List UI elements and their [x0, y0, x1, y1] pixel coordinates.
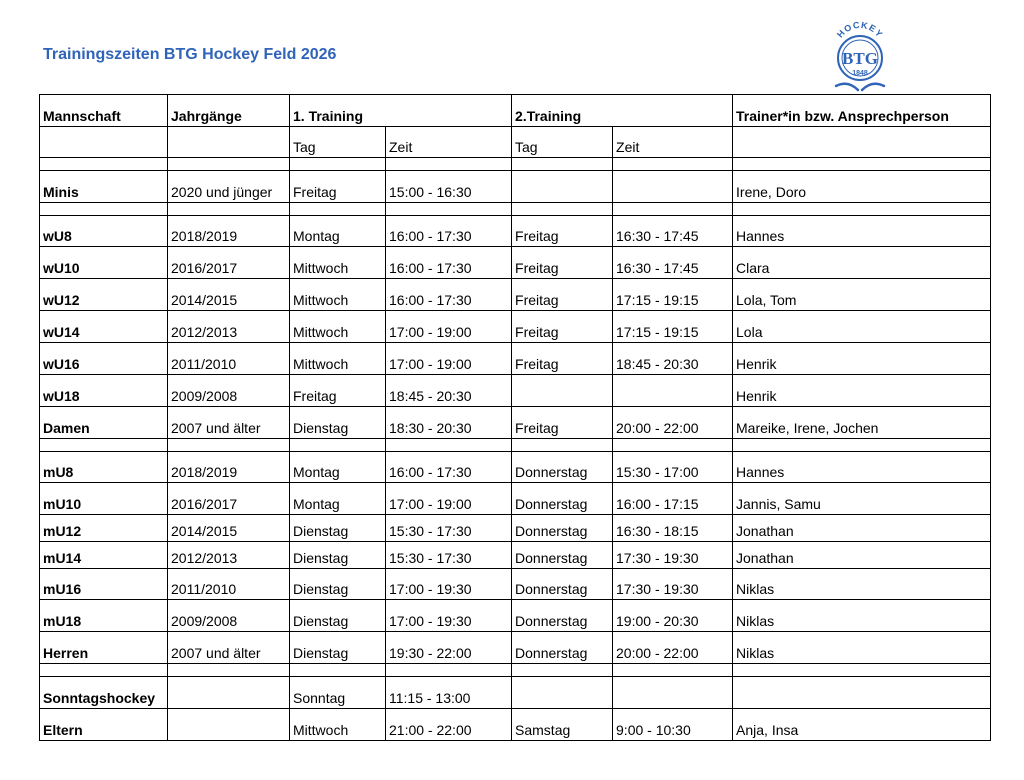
day2-cell: Samstag — [512, 709, 613, 741]
time1-cell: 15:00 - 16:30 — [386, 171, 512, 203]
time2-cell: 20:00 - 22:00 — [613, 407, 733, 439]
day1-cell: Mittwoch — [290, 279, 386, 311]
time2-cell: 19:00 - 20:30 — [613, 600, 733, 632]
time2-cell: 16:30 - 17:45 — [613, 216, 733, 247]
time1-cell: 18:30 - 20:30 — [386, 407, 512, 439]
day1-cell: Mittwoch — [290, 343, 386, 375]
day2-cell: Freitag — [512, 279, 613, 311]
time1-cell: 16:00 - 17:30 — [386, 247, 512, 279]
time2-cell: 16:30 - 18:15 — [613, 515, 733, 542]
spacer-row — [40, 439, 991, 452]
day1-cell: Mittwoch — [290, 709, 386, 741]
header-years: Jahrgänge — [168, 95, 290, 127]
trainer-cell: Mareike, Irene, Jochen — [733, 407, 991, 439]
day1-cell: Mittwoch — [290, 311, 386, 343]
trainer-cell: Henrik — [733, 343, 991, 375]
day1-cell: Freitag — [290, 375, 386, 407]
day1-cell: Dienstag — [290, 600, 386, 632]
trainer-cell: Irene, Doro — [733, 171, 991, 203]
years-cell: 2012/2013 — [168, 311, 290, 343]
day1-cell: Freitag — [290, 171, 386, 203]
table-row — [40, 709, 991, 741]
table-row — [40, 407, 991, 439]
time1-cell: 16:00 - 17:30 — [386, 279, 512, 311]
years-cell: 2018/2019 — [168, 216, 290, 247]
day2-cell: Freitag — [512, 311, 613, 343]
day2-cell: Donnerstag — [512, 542, 613, 569]
time2-cell: 15:30 - 17:00 — [613, 452, 733, 483]
time1-cell: 17:00 - 19:00 — [386, 343, 512, 375]
subheader-day-2: Tag — [512, 127, 613, 158]
trainer-cell: Niklas — [733, 632, 991, 664]
table-row — [40, 375, 991, 407]
years-cell: 2007 und älter — [168, 407, 290, 439]
team-cell: mU16 — [40, 569, 168, 600]
years-cell: 2007 und älter — [168, 632, 290, 664]
header-training-1: 1. Training — [290, 95, 512, 127]
years-cell: 2020 und jünger — [168, 171, 290, 203]
years-cell: 2009/2008 — [168, 600, 290, 632]
logo-top-text: HOCKEY — [835, 20, 886, 40]
spacer-row — [40, 664, 991, 677]
team-cell: wU12 — [40, 279, 168, 311]
day2-cell: Freitag — [512, 247, 613, 279]
trainer-cell: Jonathan — [733, 515, 991, 542]
time2-cell: 9:00 - 10:30 — [613, 709, 733, 741]
trainer-cell: Niklas — [733, 600, 991, 632]
time1-cell: 19:30 - 22:00 — [386, 632, 512, 664]
logo-year-text: 1848 — [852, 70, 868, 77]
team-cell: wU18 — [40, 375, 168, 407]
table-row — [40, 247, 991, 279]
day2-cell: Donnerstag — [512, 632, 613, 664]
trainer-cell: Henrik — [733, 375, 991, 407]
table-row — [40, 216, 991, 247]
time1-cell: 18:45 - 20:30 — [386, 375, 512, 407]
trainer-cell: Hannes — [733, 216, 991, 247]
team-cell: mU12 — [40, 515, 168, 542]
years-cell: 2012/2013 — [168, 542, 290, 569]
header-row — [40, 95, 991, 127]
table-row — [40, 542, 991, 569]
day1-cell: Montag — [290, 216, 386, 247]
day2-cell: Freitag — [512, 343, 613, 375]
day2-cell: Donnerstag — [512, 569, 613, 600]
day2-cell — [512, 677, 613, 709]
training-schedule-table — [39, 94, 991, 741]
subheader-time-2: Zeit — [613, 127, 733, 158]
years-cell — [168, 709, 290, 741]
trainer-cell: Hannes — [733, 452, 991, 483]
time1-cell: 16:00 - 17:30 — [386, 452, 512, 483]
day1-cell: Dienstag — [290, 542, 386, 569]
day1-cell: Montag — [290, 483, 386, 515]
time1-cell: 17:00 - 19:30 — [386, 600, 512, 632]
table-row — [40, 677, 991, 709]
day2-cell: Donnerstag — [512, 600, 613, 632]
team-cell: mU18 — [40, 600, 168, 632]
day1-cell: Dienstag — [290, 569, 386, 600]
time2-cell: 17:15 - 19:15 — [613, 311, 733, 343]
time1-cell: 17:00 - 19:00 — [386, 311, 512, 343]
time2-cell — [613, 375, 733, 407]
time1-cell: 11:15 - 13:00 — [386, 677, 512, 709]
trainer-cell: Anja, Insa — [733, 709, 991, 741]
time1-cell: 21:00 - 22:00 — [386, 709, 512, 741]
day1-cell: Dienstag — [290, 632, 386, 664]
team-cell: Sonntagshockey — [40, 677, 168, 709]
team-cell: wU16 — [40, 343, 168, 375]
team-cell: wU14 — [40, 311, 168, 343]
day2-cell: Donnerstag — [512, 515, 613, 542]
time2-cell: 17:30 - 19:30 — [613, 569, 733, 600]
years-cell: 2011/2010 — [168, 343, 290, 375]
trainer-cell: Niklas — [733, 569, 991, 600]
team-cell: Damen — [40, 407, 168, 439]
team-cell: Minis — [40, 171, 168, 203]
table-row — [40, 279, 991, 311]
time1-cell: 17:00 - 19:30 — [386, 569, 512, 600]
time2-cell: 20:00 - 22:00 — [613, 632, 733, 664]
time2-cell: 16:00 - 17:15 — [613, 483, 733, 515]
years-cell: 2016/2017 — [168, 483, 290, 515]
table-row — [40, 600, 991, 632]
spacer-row — [40, 158, 991, 171]
table-row — [40, 343, 991, 375]
time2-cell: 16:30 - 17:45 — [613, 247, 733, 279]
time1-cell: 16:00 - 17:30 — [386, 216, 512, 247]
subheader-day-1: Tag — [290, 127, 386, 158]
team-cell: wU8 — [40, 216, 168, 247]
logo-main-text: BTG — [842, 49, 878, 68]
table-row — [40, 452, 991, 483]
trainer-cell: Jannis, Samu — [733, 483, 991, 515]
years-cell: 2018/2019 — [168, 452, 290, 483]
years-cell — [168, 677, 290, 709]
spacer-row — [40, 203, 991, 216]
trainer-cell: Lola, Tom — [733, 279, 991, 311]
subheader-time-1: Zeit — [386, 127, 512, 158]
subheader-row — [40, 127, 991, 158]
table-row — [40, 483, 991, 515]
table-row — [40, 515, 991, 542]
table-row — [40, 311, 991, 343]
trainer-cell — [733, 677, 991, 709]
document-title: Trainingszeiten BTG Hockey Feld 2026 — [43, 46, 337, 63]
day1-cell: Mittwoch — [290, 247, 386, 279]
time2-cell — [613, 171, 733, 203]
day1-cell: Dienstag — [290, 515, 386, 542]
table-row — [40, 632, 991, 664]
table-row — [40, 171, 991, 203]
day2-cell — [512, 375, 613, 407]
btg-hockey-logo — [828, 20, 892, 96]
trainer-cell: Jonathan — [733, 542, 991, 569]
time2-cell: 18:45 - 20:30 — [613, 343, 733, 375]
team-cell: Herren — [40, 632, 168, 664]
team-cell: mU14 — [40, 542, 168, 569]
header-trainer: Trainer*in bzw. Ansprechperson — [733, 95, 991, 127]
day2-cell: Freitag — [512, 216, 613, 247]
header-training-2: 2.Training — [512, 95, 733, 127]
day2-cell — [512, 171, 613, 203]
day1-cell: Dienstag — [290, 407, 386, 439]
day2-cell: Freitag — [512, 407, 613, 439]
trainer-cell: Clara — [733, 247, 991, 279]
day1-cell: Montag — [290, 452, 386, 483]
time2-cell: 17:15 - 19:15 — [613, 279, 733, 311]
day1-cell: Sonntag — [290, 677, 386, 709]
years-cell: 2011/2010 — [168, 569, 290, 600]
team-cell: mU8 — [40, 452, 168, 483]
team-cell: wU10 — [40, 247, 168, 279]
time2-cell: 17:30 - 19:30 — [613, 542, 733, 569]
time2-cell — [613, 677, 733, 709]
team-cell: Eltern — [40, 709, 168, 741]
time1-cell: 15:30 - 17:30 — [386, 515, 512, 542]
header-team: Mannschaft — [40, 95, 168, 127]
years-cell: 2014/2015 — [168, 515, 290, 542]
table-row — [40, 569, 991, 600]
years-cell: 2014/2015 — [168, 279, 290, 311]
time1-cell: 15:30 - 17:30 — [386, 542, 512, 569]
years-cell: 2009/2008 — [168, 375, 290, 407]
trainer-cell: Lola — [733, 311, 991, 343]
time1-cell: 17:00 - 19:00 — [386, 483, 512, 515]
team-cell: mU10 — [40, 483, 168, 515]
years-cell: 2016/2017 — [168, 247, 290, 279]
day2-cell: Donnerstag — [512, 483, 613, 515]
day2-cell: Donnerstag — [512, 452, 613, 483]
